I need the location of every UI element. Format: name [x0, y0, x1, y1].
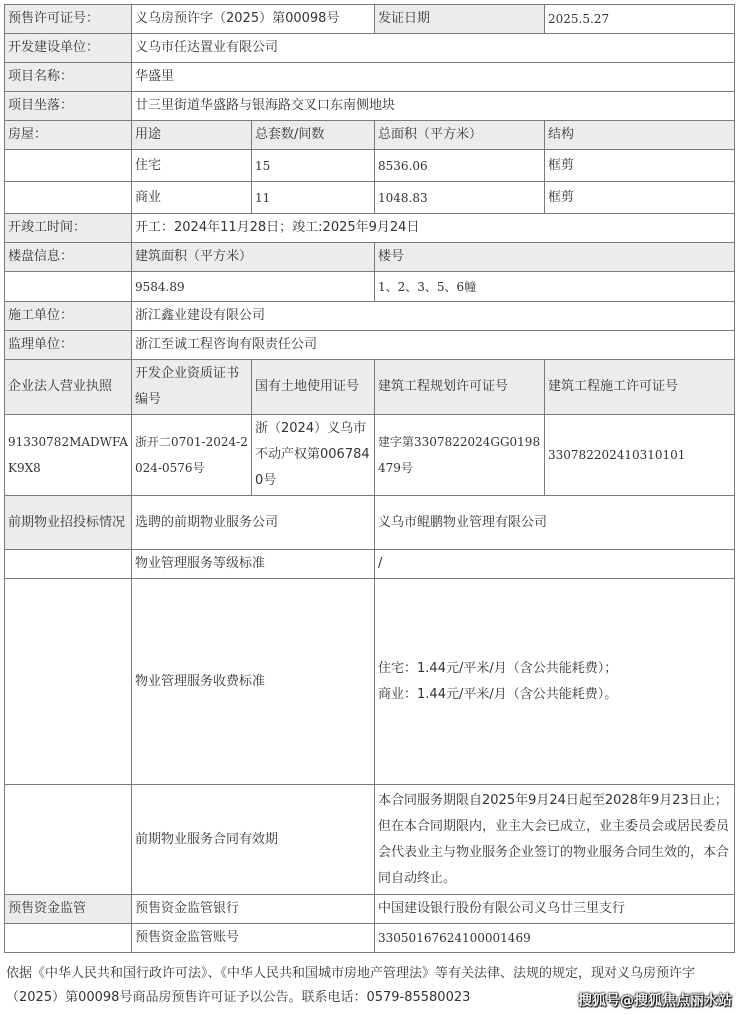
building-label: 楼盘信息：	[5, 243, 132, 272]
license-header-row	[5, 360, 735, 415]
license-header-construction: 建筑工程施工许可证号	[545, 360, 735, 415]
watermark: 搜狐号@搜狐焦点丽水站	[578, 993, 732, 1009]
building-no-value: 1、2、3、5、6幢	[375, 272, 735, 302]
building-blank-cell	[5, 272, 132, 302]
housing-header-row	[5, 121, 735, 150]
developer-value: 义乌市任达置业有限公司	[132, 34, 735, 63]
building-value-row	[5, 272, 735, 302]
escrow-bank-value: 中国建设银行股份有限公司义乌廿三里支行	[375, 895, 735, 924]
supervisor-row	[5, 331, 735, 360]
housing-use: 商业	[132, 182, 252, 214]
housing-label: 房屋：	[5, 121, 132, 150]
housing-count: 11	[252, 182, 375, 214]
property-company-row	[5, 496, 735, 550]
escrow-bank-label: 预售资金监管银行	[132, 895, 375, 924]
supervisor-value: 浙江至诚工程咨询有限责任公司	[132, 331, 735, 360]
housing-header-use: 用途	[132, 121, 252, 150]
developer-label: 开发建设单位：	[5, 34, 132, 63]
project-name-value: 华盛里	[132, 63, 735, 92]
escrow-blank-cell	[5, 924, 132, 953]
construction-time-value: 开工：2024年11月28日；竣工:2025年9月24日	[132, 214, 735, 243]
housing-area: 8536.06	[375, 150, 545, 182]
license-value-land: 浙（2024）义乌市不动产权第0067840号	[252, 415, 375, 496]
location-row	[5, 92, 735, 121]
housing-row	[5, 150, 735, 182]
escrow-bank-row	[5, 895, 735, 924]
property-company-value: 义乌市鲲鹏物业管理有限公司	[375, 496, 735, 550]
building-area-value: 9584.89	[132, 272, 375, 302]
license-header-qualification: 开发企业资质证书编号	[132, 360, 252, 415]
housing-header-area: 总面积（平方米）	[375, 121, 545, 150]
license-value-business: 91330782MADWFAK9X8	[5, 415, 132, 496]
announcement-footer: 依据《中华人民共和国行政许可法》、《中华人民共和国城市房地产管理法》等有关法律、法规的规定，现对义乌房预许字（2025）第00098号商品房预售许可证予以公告。联系电话：0579-85580023	[6, 966, 696, 1005]
building-area-label: 建筑面积（平方米）	[132, 243, 375, 272]
developer-row	[5, 34, 735, 63]
location-value: 廿三里街道华盛路与银海路交叉口东南侧地块	[132, 92, 735, 121]
property-contract-label: 前期物业服务合同有效期	[132, 785, 375, 895]
property-fee-label: 物业管理服务收费标准	[132, 579, 375, 785]
escrow-label: 预售资金监管	[5, 895, 132, 924]
housing-structure: 框剪	[545, 150, 735, 182]
property-company-label: 选聘的前期物业服务公司	[132, 496, 375, 550]
issue-date-label: 发证日期	[375, 5, 545, 34]
supervisor-label: 监理单位：	[5, 331, 132, 360]
project-name-row	[5, 63, 735, 92]
property-fee-value	[375, 579, 735, 785]
property-fee-commercial: 商业：1.44元/平米/月（含公共能耗费）。	[378, 686, 618, 702]
housing-count: 15	[252, 150, 375, 182]
property-tender-label: 前期物业招投标情况	[5, 496, 132, 550]
housing-structure: 框剪	[545, 182, 735, 214]
property-fee-row	[5, 579, 735, 785]
housing-header-structure: 结构	[545, 121, 735, 150]
housing-header-count: 总套数/间数	[252, 121, 375, 150]
property-contract-row	[5, 785, 735, 895]
property-fee-residential: 住宅：1.44元/平米/月（含公共能耗费）；	[378, 660, 618, 676]
construction-time-label: 开竣工时间：	[5, 214, 132, 243]
housing-blank-cell	[5, 182, 132, 214]
building-no-label: 楼号	[375, 243, 735, 272]
housing-blank-cell	[5, 150, 132, 182]
permit-label: 预售许可证号：	[5, 5, 132, 34]
housing-row	[5, 182, 735, 214]
building-header-row	[5, 243, 735, 272]
escrow-account-label: 预售资金监管账号	[132, 924, 375, 953]
license-value-planning: 建字第3307822024GG0198479号	[375, 415, 545, 496]
license-header-business: 企业法人营业执照	[5, 360, 132, 415]
project-name-label: 项目名称：	[5, 63, 132, 92]
escrow-account-row	[5, 924, 735, 953]
property-blank-cell	[5, 550, 132, 579]
property-blank-cell	[5, 785, 132, 895]
license-value-row	[5, 415, 735, 496]
property-level-label: 物业管理服务等级标准	[132, 550, 375, 579]
presale-permit-table	[4, 4, 735, 953]
location-label: 项目坐落：	[5, 92, 132, 121]
construction-time-row	[5, 214, 735, 243]
property-level-row	[5, 550, 735, 579]
housing-area: 1048.83	[375, 182, 545, 214]
license-header-planning: 建筑工程规划许可证号	[375, 360, 545, 415]
property-contract-value: 本合同服务期限自2025年9月24日起至2028年9月23日止；但在本合同期限内，业主大会已成立，业主委员会或居民委员会代表业主与物业服务企业签订的物业服务合同生效的，本合同自动终止。	[375, 785, 735, 895]
issue-date-value: 2025.5.27	[545, 5, 735, 34]
housing-use: 住宅	[132, 150, 252, 182]
license-value-construction: 330782202410310101	[545, 415, 735, 496]
license-header-land: 国有土地使用证号	[252, 360, 375, 415]
builder-label: 施工单位：	[5, 302, 132, 331]
license-value-qualification: 浙开二0701-2024-2024-0576号	[132, 415, 252, 496]
builder-value: 浙江鑫业建设有限公司	[132, 302, 735, 331]
permit-row	[5, 5, 735, 34]
builder-row	[5, 302, 735, 331]
property-level-value: /	[375, 550, 735, 579]
property-blank-cell	[5, 579, 132, 785]
escrow-account-value: 33050167624100001469	[375, 924, 735, 953]
permit-value: 义乌房预许字（2025）第00098号	[132, 5, 375, 34]
